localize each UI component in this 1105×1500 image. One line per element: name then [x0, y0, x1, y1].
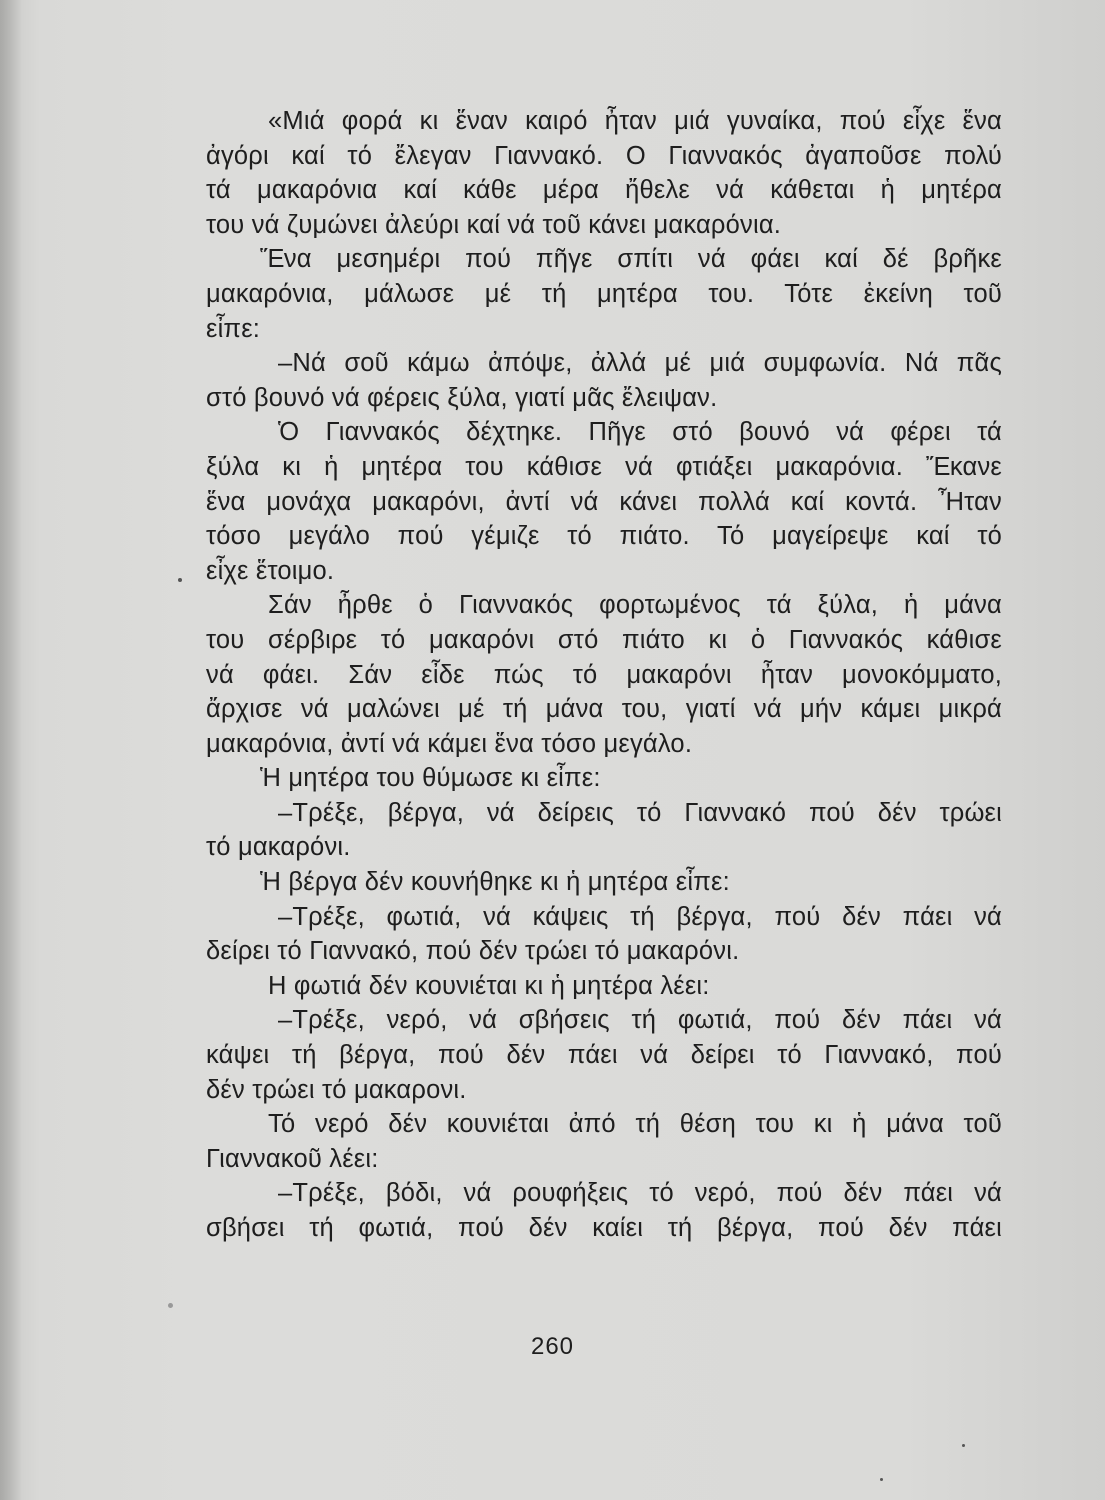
text-line: στό βουνό νά φέρεις ξύλα, γιατί μᾶς ἔλειψαν. — [206, 383, 718, 412]
text-line: μακαρόνια, ἀντί νά κάμει ἕνα τόσο μεγάλο. — [206, 729, 693, 758]
text-line: μακαρόνια, μάλωσε μέ τή μητέρα του. Τότε ἐκείνη τοῦ — [206, 279, 1002, 308]
text-line: Σάν ἦρθε ὁ Γιαννακός φορτωμένος τά ξύλα, ἡ μάνα — [268, 591, 1002, 620]
binding-shadow — [0, 0, 22, 1500]
text-line: –Τρέξε, βέργα, νά δείρεις τό Γιαννακό πού δέν τρώει — [278, 798, 1002, 827]
text-line: –Νά σοῦ κάμω ἀπόψε, ἀλλά μέ μιά συμφωνία. Νά πᾶς — [278, 349, 1002, 378]
page-number: 260 — [530, 1333, 575, 1360]
scan-speck — [962, 1444, 965, 1447]
scan-speck — [178, 578, 182, 582]
text-line: νά φάει. Σάν εἶδε πώς τό μακαρόνι ἦταν μονοκόμματο, — [206, 660, 1002, 689]
text-line: Ἕνα μεσημέρι πού πῆγε σπίτι νά φάει καί δέ βρῆκε — [260, 245, 1002, 274]
text-line: του νά ζυμώνει ἀλεύρι καί νά τοῦ κάνει μακαρόνια. — [206, 210, 782, 239]
text-line: Ἡ βέργα δέν κουνήθηκε κι ἡ μητέρα εἶπε: — [260, 868, 730, 897]
text-line: Τό νερό δέν κουνιέται ἀπό τή θέση του κι ἡ μάνα τοῦ — [268, 1110, 1002, 1139]
text-line: –Τρέξε, βόδι, νά ρουφήξεις τό νερό, πού δέν πάει νά — [278, 1179, 1002, 1208]
text-line: σβήσει τή φωτιά, πού δέν καίει τή βέργα, πού δέν πάει — [206, 1214, 1002, 1242]
text-line: του σέρβιρε τό μακαρόνι στό πιάτο κι ὁ Γιαννακός κάθισε — [206, 625, 1002, 654]
text-line: Ὁ Γιαννακός δέχτηκε. Πῆγε στό βουνό νά φέρει τά — [278, 418, 1002, 447]
text-line: –Τρέξε, φωτιά, νά κάψεις τή βέργα, πού δέν πάει νά — [278, 902, 1002, 931]
text-line: τό μακαρόνι. — [206, 833, 351, 862]
body-text — [206, 104, 1002, 1246]
scan-speck — [168, 1303, 173, 1308]
text-line: εἶπε: — [206, 314, 261, 343]
text-line: κάψει τή βέργα, πού δέν πάει νά δείρει τό Γιαννακό, πού — [206, 1041, 1002, 1070]
text-line: Η φωτιά δέν κουνιέται κι ἡ μητέρα λέει: — [268, 971, 710, 1000]
text-line: ἕνα μονάχα μακαρόνι, ἀντί νά κάνει πολλά καί κοντά. Ἦταν — [206, 487, 1002, 516]
text-line: ἀγόρι καί τό ἔλεγαν Γιαννακό. Ο Γιαννακός ἀγαποῦσε πολύ — [206, 141, 1002, 170]
text-line: δέν τρώει τό μακαρονι. — [206, 1075, 467, 1104]
text-line: Ἡ μητέρα του θύμωσε κι εἶπε: — [260, 764, 601, 793]
text-line: τά μακαρόνια καί κάθε μέρα ἤθελε νά κάθεται ἡ μητέρα — [206, 176, 1002, 205]
text-line: –Τρέξε, νερό, νά σβήσεις τή φωτιά, πού δέν πάει νά — [278, 1006, 1002, 1035]
text-line: τόσο μεγάλο πού γέμιζε τό πιάτο. Τό μαγείρεψε καί τό — [206, 522, 1002, 551]
text-line: «Μιά φορά κι ἕναν καιρό ἦταν μιά γυναίκα, πού εἶχε ἕνα — [268, 107, 1002, 135]
scan-speck — [880, 1478, 883, 1481]
text-line: δείρει τό Γιαννακό, πού δέν τρώει τό μακαρόνι. — [206, 937, 740, 966]
text-line: ἄρχισε νά μαλώνει μέ τή μάνα του, γιατί νά μήν κάμει μικρά — [206, 695, 1002, 724]
text-line: ξύλα κι ἡ μητέρα του κάθισε νά φτιάξει μακαρόνια. Ἔκανε — [206, 452, 1002, 481]
text-line: Γιαννακοῦ λέει: — [206, 1144, 379, 1173]
text-line: εἶχε ἕτοιμο. — [206, 556, 335, 585]
